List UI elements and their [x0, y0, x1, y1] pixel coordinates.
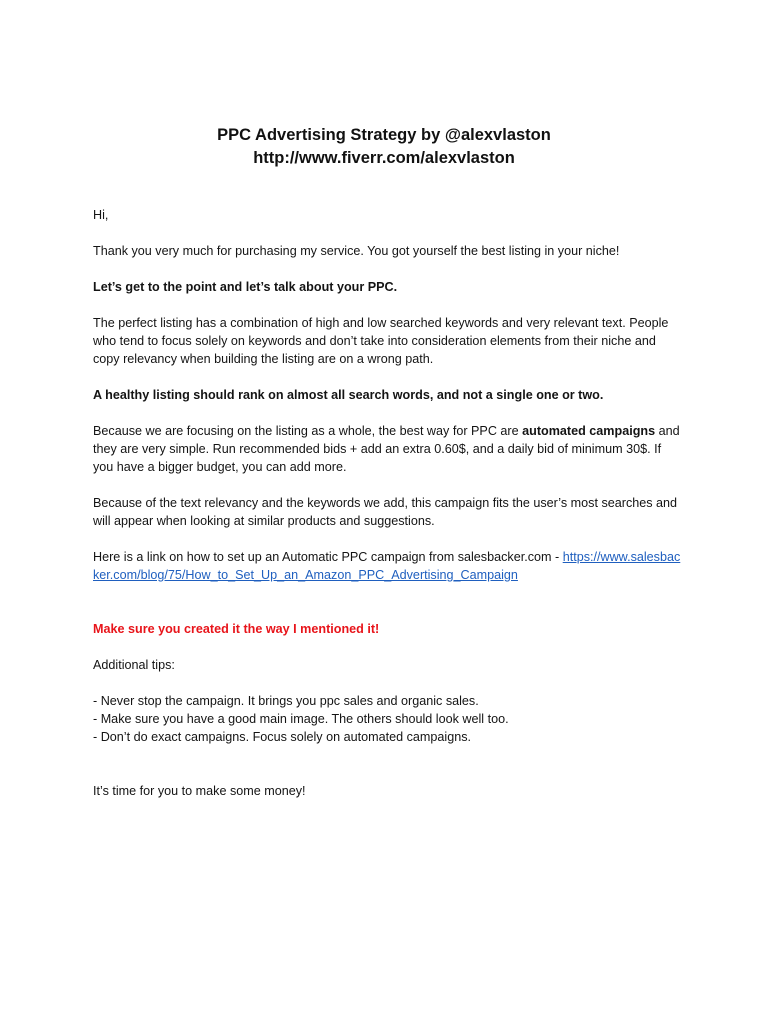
spacer — [93, 764, 683, 782]
automated-text-bold: automated campaigns — [522, 424, 656, 438]
tips-heading: Additional tips: — [93, 658, 175, 672]
paragraph-healthy-listing: A healthy listing should rank on almost all search words, and not a single one or two. — [93, 388, 604, 402]
tip-item: - Never stop the campaign. It brings you ppc sales and organic sales. — [93, 694, 479, 708]
title-line-1: PPC Advertising Strategy by @alexvlaston — [217, 126, 551, 144]
tips-list — [93, 692, 683, 746]
spacer — [93, 602, 683, 620]
link-intro: Here is a link on how to set up an Automatic PPC campaign from salesbacker.com - — [93, 550, 563, 564]
greeting: Hi, — [93, 208, 109, 222]
tip-item: - Make sure you have a good main image. The others should look well too. — [93, 712, 509, 726]
automated-text-a: Because we are focusing on the listing as a whole, the best way for PPC are — [93, 424, 523, 438]
paragraph-automated-campaigns — [93, 422, 683, 476]
title-line-2: http://www.fiverr.com/alexvlaston — [253, 149, 515, 167]
paragraph-thanks: Thank you very much for purchasing my service. You got yourself the best listing in your niche! — [93, 244, 620, 258]
tip-item: - Don’t do exact campaigns. Focus solely on automated campaigns. — [93, 730, 472, 744]
document-body — [93, 206, 683, 818]
salesbacker-link[interactable]: https://www.salesbacker.com/blog/75/How_to_Set_Up_an_Amazon_PPC_Advertising_Campaign — [93, 550, 681, 582]
paragraph-link — [93, 548, 683, 584]
paragraph-point: Let’s get to the point and let’s talk about your PPC. — [93, 280, 398, 294]
paragraph-text-relevancy: Because of the text relevancy and the keywords we add, this campaign fits the user’s most searches and will appear when looking at similar products and suggestions. — [93, 496, 678, 528]
paragraph-perfect-listing: The perfect listing has a combination of high and low searched keywords and very relevant text. People who tend to focus solely on keywords and don’t take into consideration elements from their niche and copy relevancy when building the listing are on a wrong path. — [93, 316, 669, 366]
closing-line: It’s time for you to make some money! — [93, 784, 306, 798]
document-title — [0, 124, 768, 170]
warning-text: Make sure you created it the way I mentioned it! — [93, 622, 380, 636]
automated-text-b: and they are very simple. Run recommended bids + add an extra 0.60$, and a daily bid of minimum 30$. If you have a bigger budget, you can add more. — [93, 424, 680, 474]
